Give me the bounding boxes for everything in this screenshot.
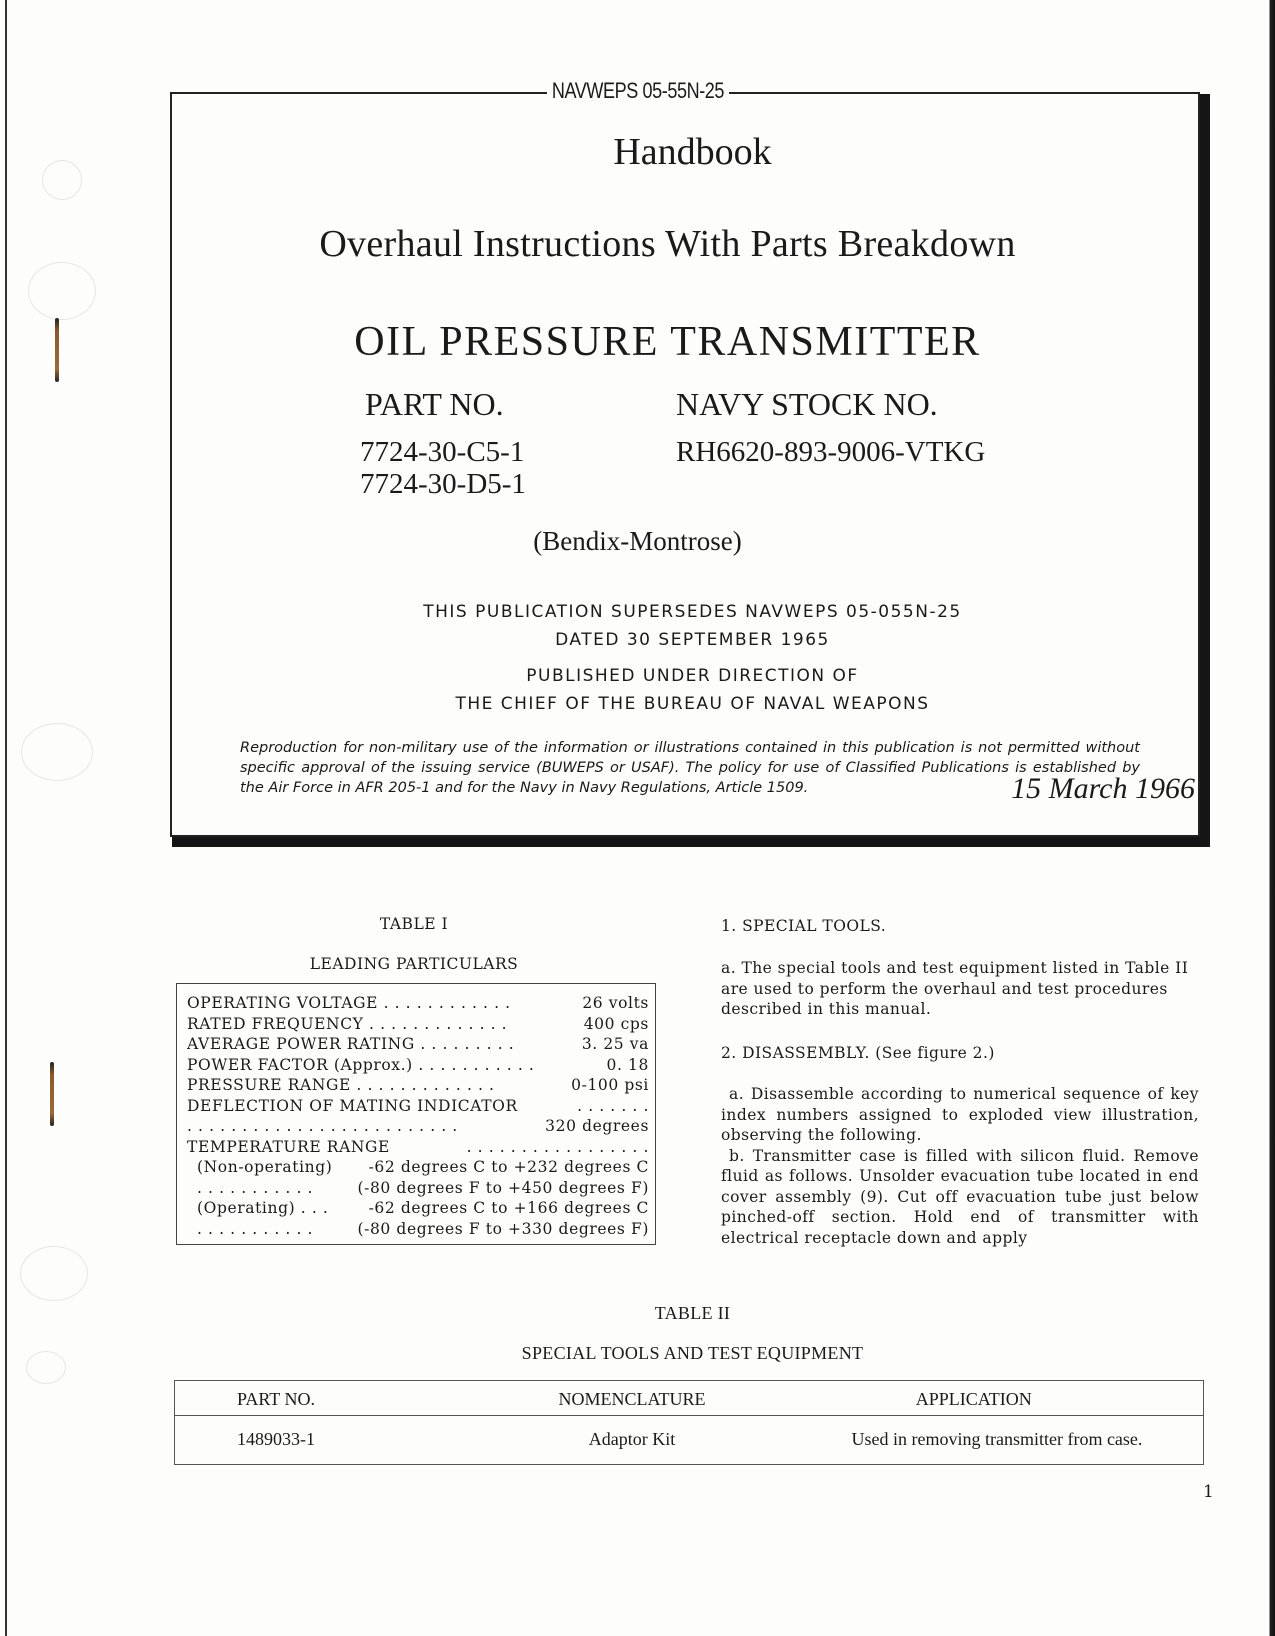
section-heading-disassembly: 2. DISASSEMBLY. (See figure 2.) xyxy=(721,1044,995,1062)
page-number: 1 xyxy=(1203,1482,1214,1502)
row-value: 400 cps xyxy=(583,1014,649,1033)
table1-row xyxy=(187,1055,649,1076)
publication-date: 15 March 1966 xyxy=(1011,772,1195,805)
table2-number: TABLE II xyxy=(654,1303,731,1323)
row-label: (Non-operating) xyxy=(197,1158,333,1176)
row-value: 3. 25 va xyxy=(581,1035,649,1053)
disassembly-paragraphs xyxy=(721,1084,1199,1248)
punch-hole-mark xyxy=(28,262,96,320)
row-label: . . . . . . . . . . . . . . . . . . . . . . . . . xyxy=(187,1117,458,1135)
row-label: RATED FREQUENCY . . . . . . . . . . . . . xyxy=(187,1014,508,1033)
row-label: (Operating) . . . xyxy=(197,1199,329,1217)
reproduction-notice: Reproduction for non-military use of the information or illustrations contained in this publication is not permitted without specific approval of the issuing service (BUWEPS or USAF). The policy for use of Classified Publications is established by the Air Force in AFR 205-1 and for the Navy in Navy Regulations, Article 1509. xyxy=(240,740,1140,796)
row-label: AVERAGE POWER RATING . . . . . . . . . xyxy=(187,1035,515,1053)
document-number-header xyxy=(0,78,1275,104)
table1-row xyxy=(187,1219,649,1240)
part-number: 7724-30-C5-1 xyxy=(360,436,525,468)
published-under: PUBLISHED UNDER DIRECTION OF xyxy=(526,666,859,686)
section-heading-special-tools: 1. SPECIAL TOOLS. xyxy=(721,917,887,935)
cell-part-no: 1489033-1 xyxy=(237,1429,315,1449)
row-value: -62 degrees C to +166 degrees C xyxy=(368,1199,649,1217)
row-value: . . . . . . . . . . . . . . . . . xyxy=(466,1137,649,1156)
column-header-nomenclature: NOMENCLATURE xyxy=(558,1389,706,1409)
row-value: (-80 degrees F to +330 degrees F) xyxy=(357,1219,649,1238)
table2-title: SPECIAL TOOLS AND TEST EQUIPMENT xyxy=(521,1343,864,1363)
table1-row xyxy=(187,1178,649,1199)
table1-title: LEADING PARTICULARS xyxy=(309,955,519,973)
stock-no-label: NAVY STOCK NO. xyxy=(676,386,938,422)
table1-row xyxy=(187,1198,649,1219)
leading-particulars-table xyxy=(176,983,656,1245)
table-header-row xyxy=(175,1381,1204,1416)
table1-row xyxy=(187,1116,649,1137)
row-label: DEFLECTION OF MATING INDICATOR xyxy=(187,1096,518,1115)
part-no-label: PART NO. xyxy=(365,386,504,422)
punch-hole-mark xyxy=(21,723,93,781)
row-value: . . . . . . . xyxy=(577,1096,649,1115)
paragraph-disassembly-b: b. Transmitter case is filled with silicon fluid. Remove fluid as follows. Unsolder evacuation tube located in end cover assembly (9). Cut off evacuation tube just below pinched-off section. Hold end of transmitter with electrical receptacle down and apply xyxy=(721,1146,1199,1247)
table1-row xyxy=(187,1075,649,1096)
column-header-application: APPLICATION xyxy=(915,1389,1032,1409)
row-label: . . . . . . . . . . . xyxy=(197,1219,314,1238)
row-value: (-80 degrees F to +450 degrees F) xyxy=(357,1178,649,1197)
navy-stock-number: RH6620-893-9006-VTKG xyxy=(676,436,986,468)
paragraph-special-tools-a: a. The special tools and test equipment listed in Table II are used to perform the overhaul and test procedures described in this manual. xyxy=(721,959,1189,1018)
document-subtitle: Overhaul Instructions With Parts Breakdown xyxy=(319,223,1016,265)
staple-mark xyxy=(50,1062,54,1126)
row-label: . . . . . . . . . . . xyxy=(197,1178,314,1197)
row-value: 0. 18 xyxy=(606,1055,649,1074)
row-label: OPERATING VOLTAGE . . . . . . . . . . . . xyxy=(187,994,511,1012)
handbook-title: Handbook xyxy=(613,131,772,173)
row-value: 0-100 psi xyxy=(571,1076,649,1094)
table1-row xyxy=(187,993,649,1014)
row-value: 320 degrees xyxy=(545,1117,649,1135)
column-header-part-no: PART NO. xyxy=(237,1389,315,1409)
supersedes-notice: THIS PUBLICATION SUPERSEDES NAVWEPS 05-055N-25 xyxy=(423,602,962,622)
table1-row xyxy=(187,1157,649,1178)
row-label: PRESSURE RANGE . . . . . . . . . . . . . xyxy=(187,1076,495,1094)
manufacturer: (Bendix-Montrose) xyxy=(533,526,742,556)
row-value: -62 degrees C to +232 degrees C xyxy=(368,1158,649,1176)
row-label: POWER FACTOR (Approx.) . . . . . . . . . . . xyxy=(187,1055,535,1074)
punch-hole-mark xyxy=(20,1246,88,1301)
table-row xyxy=(175,1416,1204,1465)
part-number: 7724-30-D5-1 xyxy=(360,468,526,500)
table1-row xyxy=(187,1034,649,1055)
product-name: OIL PRESSURE TRANSMITTER xyxy=(354,319,981,365)
table1-row xyxy=(187,1014,649,1035)
supersedes-date: DATED 30 SEPTEMBER 1965 xyxy=(555,630,830,650)
cell-application: Used in removing transmitter from case. xyxy=(851,1429,1143,1449)
table1-row xyxy=(187,1096,649,1117)
paragraph-disassembly-a: a. Disassemble according to numerical sequence of key index numbers assigned to exploded view illustration, observing the following. xyxy=(721,1085,1199,1144)
row-value: 26 volts xyxy=(582,994,649,1012)
document-number: NAVWEPS 05-55N-25 xyxy=(546,78,728,104)
bureau-authority: THE CHIEF OF THE BUREAU OF NAVAL WEAPONS xyxy=(455,694,930,714)
row-label: TEMPERATURE RANGE xyxy=(187,1137,390,1156)
table1-row xyxy=(187,1137,649,1158)
cell-nomenclature: Adaptor Kit xyxy=(588,1429,676,1449)
special-tools-table xyxy=(174,1380,1204,1465)
table1-number: TABLE I xyxy=(379,915,449,933)
